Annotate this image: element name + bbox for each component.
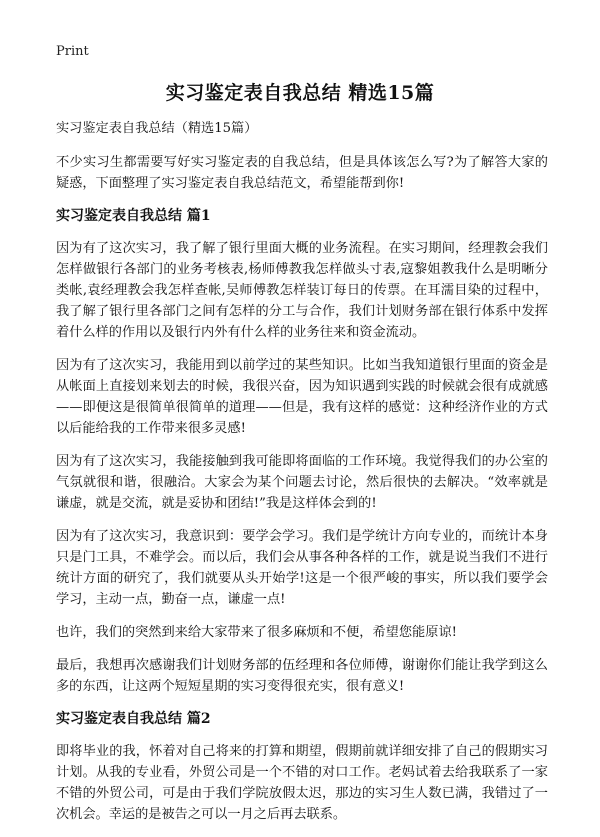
- section-heading: 实习鉴定表自我总结 篇2: [56, 711, 211, 727]
- paragraph: 因为有了这次实习，我能接触到我可能即将面临的工作环境。我觉得我们的办公室的气氛就很和谐，很融洽。大家会为某个问题去讨论，然后很快的去解决。“效率就是谦虚，就是交流，就是妥协和团结!”我是这样体会到的!: [56, 454, 548, 511]
- article-subtitle: 实习鉴定表自我总结（精选15篇）: [56, 121, 258, 136]
- paragraph: 因为有了这次实习，我了解了银行里面大概的业务流程。在实习期间，经理教会我们怎样做银行各部门的业务考核表,杨师傅教我怎样做头寸表,寇黎姐教我什么是明晰分类帐,袁经理教会我怎样查帐,吴师傅教怎样装订每日的传票。在耳濡目染的过程中，我了解了银行里各部门之间有怎样的分工与合作，我们计划财务部在银行体系中发挥着什么样的作用以及银行内外有什么样的业务往来和资金流动。: [56, 241, 548, 340]
- paragraph: 也许，我们的突然到来给大家带来了很多麻烦和不便，希望您能原谅!: [56, 625, 457, 640]
- page-title: 实习鉴定表自我总结 精选15篇: [165, 82, 435, 104]
- paragraph: 最后，我想再次感谢我们计划财务部的伍经理和各位师傅，谢谢你们能让我学到这么多的东西，让这两个短短星期的实习变得很充实，很有意义!: [56, 658, 548, 694]
- paragraph: 因为有了这次实习，我意识到：要学会学习。我们是学统计方向专业的，而统计本身只是门工具，不难学会。而以后，我们会从事各种各样的工作，就是说当我们不进行统计方面的研究了，我们就要从头开始学!这是一个很严峻的事实，所以我们要学会学习，主动一点，勤奋一点，谦虚一点!: [56, 529, 548, 607]
- paragraph: 因为有了这次实习，我能用到以前学过的某些知识。比如当我知道银行里面的资金是从帐面上直接划来划去的时候，我很兴奋，因为知识遇到实践的时候就会很有成就感——即便这是很简单很简单的道理——但是，我有这样的感觉：这种经济作业的方式以后能给我的工作带来很多灵感!: [56, 358, 548, 436]
- intro-paragraph: 不少实习生都需要写好实习鉴定表的自我总结，但是具体该怎么写?为了解答大家的疑惑，下面整理了实习鉴定表自我总结范文，希望能帮到你!: [56, 155, 548, 191]
- section-1: [56, 206, 548, 697]
- section-heading: 实习鉴定表自我总结 篇1: [56, 208, 211, 224]
- section-2: [56, 709, 548, 825]
- article-body: [56, 118, 548, 837]
- paragraph: 即将毕业的我，怀着对自己将来的打算和期望，假期前就详细安排了自己的假期实习计划。从我的专业看，外贸公司是一个不错的对口工作。老妈试着去给我联系了一家不错的外贸公司，可是由于我们学院放假太迟，那边的实习生人数已满，我错过了一次机会。幸运的是被告之可以一月之后再去联系。: [56, 744, 548, 822]
- print-link[interactable]: Print: [56, 44, 89, 59]
